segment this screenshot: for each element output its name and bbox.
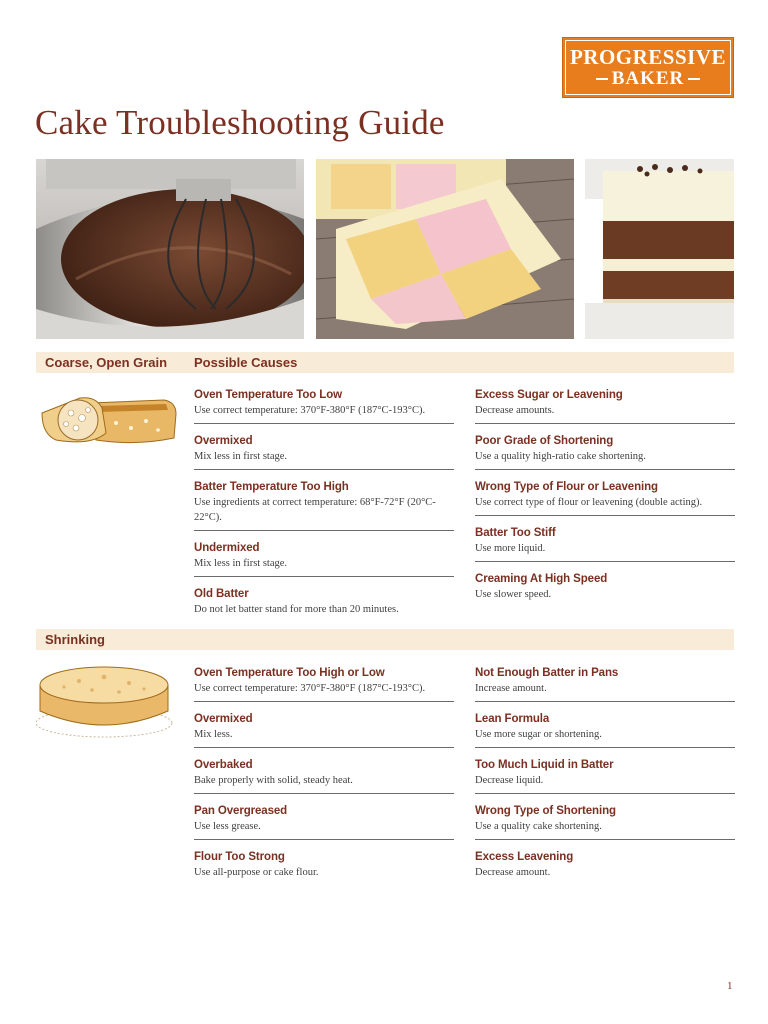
cause-item	[475, 850, 735, 880]
cause-item	[475, 758, 735, 794]
cause-title: Too Much Liquid in Batter	[475, 759, 614, 771]
cause-title: Overmixed	[194, 435, 253, 447]
section1-causes-right	[475, 388, 735, 602]
cause-title: Oven Temperature Too High or Low	[194, 667, 385, 679]
cause-title: Excess Leavening	[475, 851, 574, 863]
cause-title: Oven Temperature Too Low	[194, 389, 342, 401]
cause-item	[475, 572, 735, 602]
cause-item	[475, 666, 735, 702]
divider	[194, 530, 454, 531]
cause-item	[194, 434, 454, 470]
logo-line2: BAKER	[611, 68, 685, 89]
cause-title: Overbaked	[194, 759, 253, 771]
round-cake-drawing	[34, 663, 174, 748]
cause-remedy: Use correct temperature: 370°F-380°F (187°C-193°C).	[194, 683, 426, 694]
section-title-shrinking: Shrinking	[45, 632, 105, 647]
cause-item	[475, 804, 735, 840]
divider	[194, 423, 454, 424]
divider	[194, 793, 454, 794]
divider	[475, 515, 735, 516]
cause-remedy: Use a quality high-ratio cake shortening.	[475, 451, 646, 462]
cause-title: Wrong Type of Shortening	[475, 805, 616, 817]
cause-title: Flour Too Strong	[194, 851, 285, 863]
sliced-cake-drawing	[36, 388, 178, 455]
divider	[194, 576, 454, 577]
cause-item	[194, 388, 454, 424]
cause-remedy: Use less grease.	[194, 821, 261, 832]
cause-remedy: Use ingredients at correct temperature: 68°F-72°F (20°C-22°C).	[194, 497, 436, 523]
cause-title: Old Batter	[194, 588, 249, 600]
progressive-baker-logo	[562, 37, 734, 98]
cause-remedy: Decrease amounts.	[475, 405, 555, 416]
divider	[194, 701, 454, 702]
cause-remedy: Decrease liquid.	[475, 775, 544, 786]
cause-item	[194, 480, 454, 531]
logo-line1: PROGRESSIVE	[569, 45, 727, 69]
possible-causes-heading: Possible Causes	[194, 355, 298, 370]
cause-remedy: Use more sugar or shortening.	[475, 729, 602, 740]
logo-dash-left	[596, 78, 608, 80]
cause-item	[194, 666, 454, 702]
cause-item	[475, 480, 735, 516]
cause-title: Creaming At High Speed	[475, 573, 608, 585]
cause-title: Pan Overgreased	[194, 805, 288, 817]
divider	[194, 469, 454, 470]
section1-causes-left	[194, 388, 454, 617]
cause-title: Poor Grade of Shortening	[475, 435, 614, 447]
cause-item	[475, 388, 735, 424]
cause-remedy: Increase amount.	[475, 683, 547, 694]
page-title: Cake Troubleshooting Guide	[35, 103, 445, 142]
cause-item	[194, 587, 454, 617]
cause-remedy: Use a quality cake shortening.	[475, 821, 602, 832]
section2-causes-left	[194, 666, 454, 880]
cause-title: Overmixed	[194, 713, 253, 725]
cause-item	[194, 850, 454, 880]
page-number: 1	[727, 980, 733, 992]
cause-remedy: Use all-purpose or cake flour.	[194, 867, 319, 878]
cause-item	[194, 712, 454, 748]
divider	[194, 747, 454, 748]
cause-title: Batter Temperature Too High	[194, 481, 349, 493]
divider	[475, 469, 735, 470]
divider	[475, 561, 735, 562]
cause-remedy: Use correct temperature: 370°F-380°F (187°C-193°C).	[194, 405, 426, 416]
divider	[475, 839, 735, 840]
cause-item	[194, 804, 454, 840]
cause-remedy: Decrease amount.	[475, 867, 551, 878]
divider	[475, 701, 735, 702]
cause-item	[475, 712, 735, 748]
cause-item	[194, 541, 454, 577]
cause-remedy: Do not let batter stand for more than 20 minutes.	[194, 604, 399, 615]
photo-layered-cake	[585, 159, 734, 339]
cause-item	[475, 434, 735, 470]
cause-item	[194, 758, 454, 794]
cause-title: Excess Sugar or Leavening	[475, 389, 623, 401]
cause-remedy: Mix less.	[194, 729, 233, 740]
divider	[194, 839, 454, 840]
section-title-coarse-grain: Coarse, Open Grain	[45, 355, 168, 370]
cause-title: Undermixed	[194, 542, 260, 554]
photo-checkered-cake	[316, 159, 574, 339]
cause-title: Wrong Type of Flour or Leavening	[475, 481, 658, 493]
cause-remedy: Mix less in first stage.	[194, 558, 288, 569]
divider	[475, 423, 735, 424]
cause-item	[475, 526, 735, 562]
cause-remedy: Use correct type of flour or leavening (double acting).	[475, 497, 703, 508]
section2-causes-right	[475, 666, 735, 880]
cause-remedy: Mix less in first stage.	[194, 451, 288, 462]
divider	[475, 793, 735, 794]
photo-mixer-bowl	[36, 159, 304, 339]
cause-remedy: Use more liquid.	[475, 543, 546, 554]
cause-title: Lean Formula	[475, 713, 550, 725]
logo-dash-right	[688, 78, 700, 80]
section-bar-shrinking	[36, 629, 734, 650]
divider	[475, 747, 735, 748]
cause-title: Batter Too Stiff	[475, 527, 556, 539]
cause-title: Not Enough Batter in Pans	[475, 667, 619, 679]
cause-remedy: Use slower speed.	[475, 589, 552, 600]
cause-remedy: Bake properly with solid, steady heat.	[194, 775, 353, 786]
